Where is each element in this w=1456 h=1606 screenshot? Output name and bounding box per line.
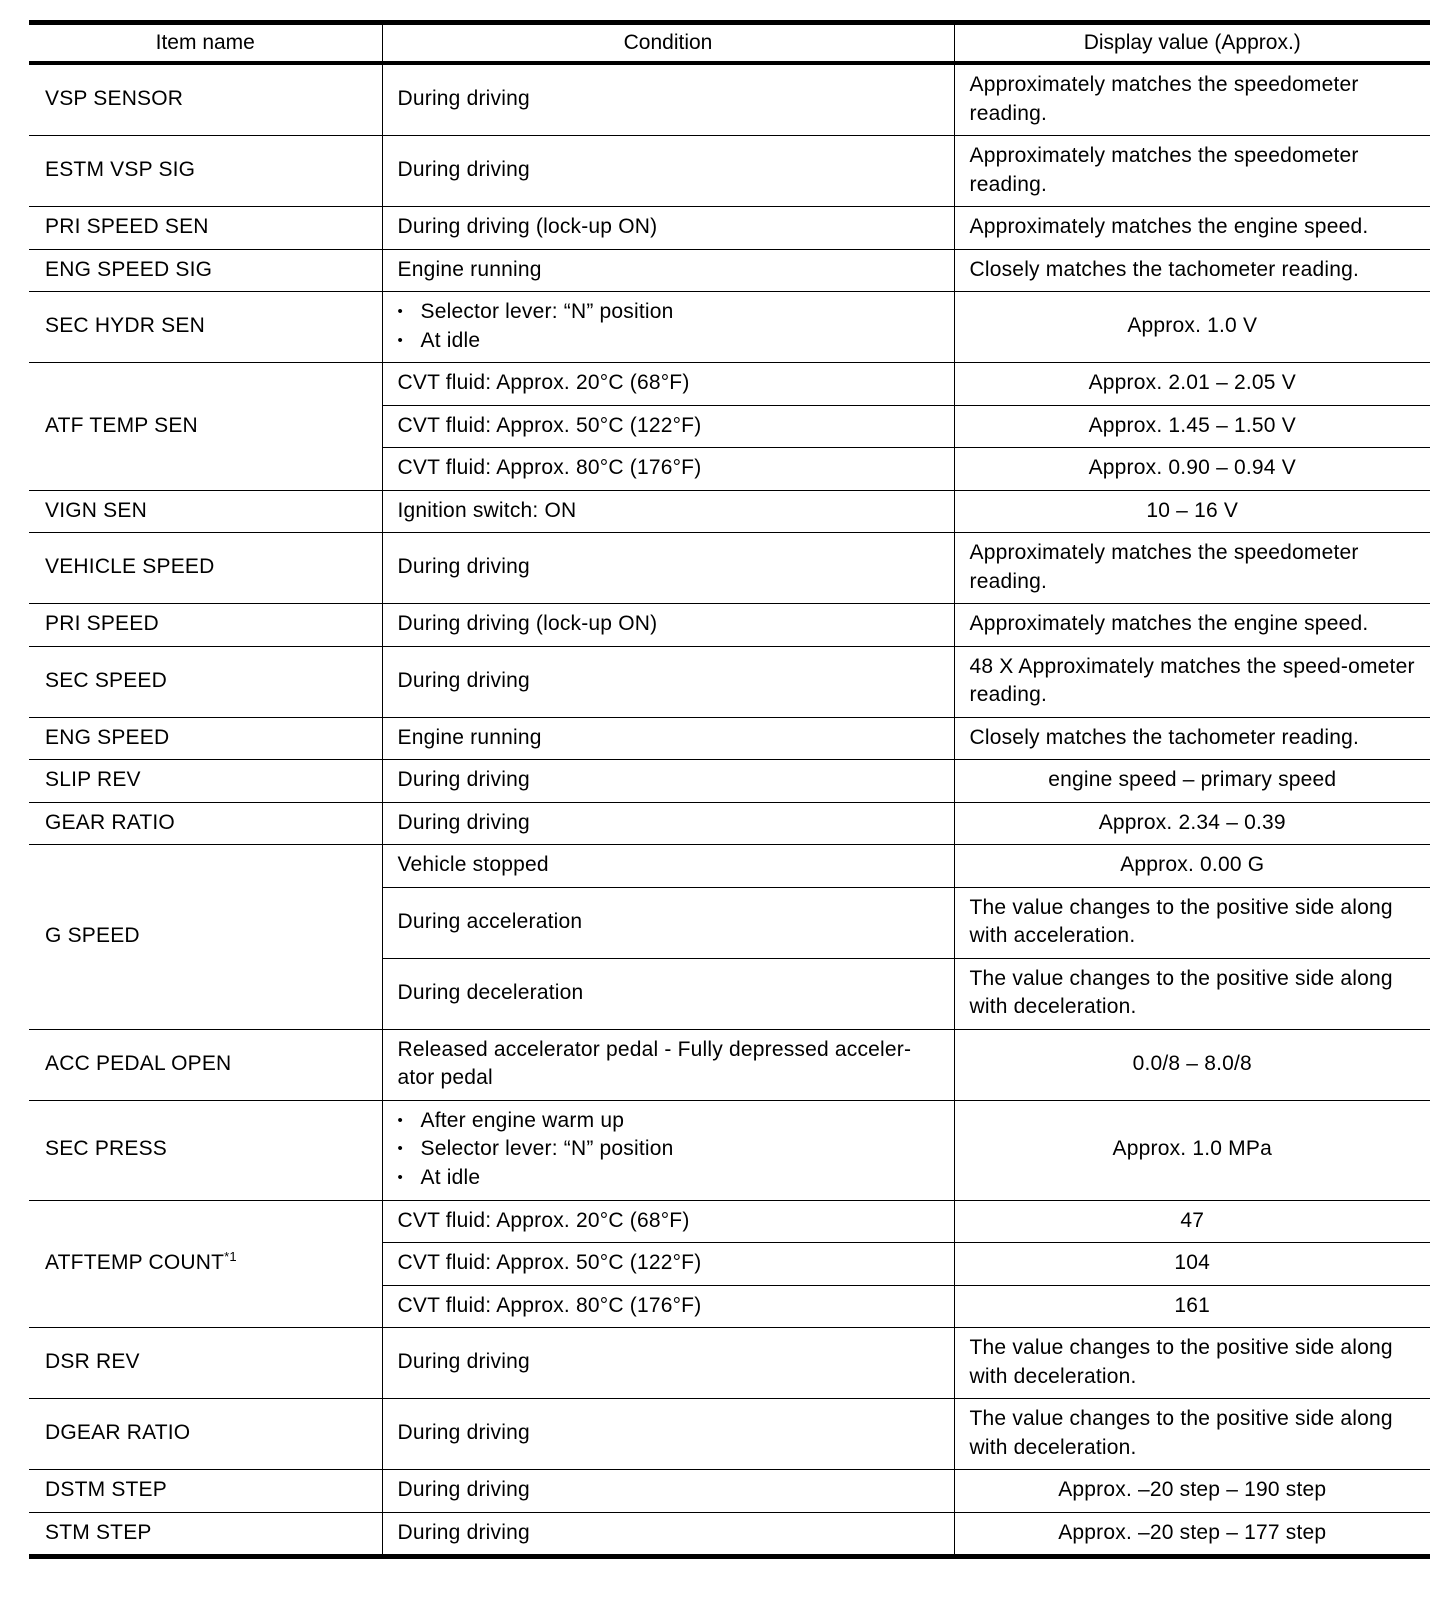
page <box>29 20 1430 1559</box>
table-row <box>29 1100 1430 1200</box>
header-condition: Condition <box>382 23 954 64</box>
display-value-cell: 10 – 16 V <box>954 490 1430 533</box>
condition-bullet-list <box>398 298 944 355</box>
table-row <box>29 1470 1430 1513</box>
table-row <box>29 292 1430 363</box>
item-name: ACC PEDAL OPEN <box>29 1029 382 1100</box>
condition-cell: During acceleration <box>382 887 954 958</box>
display-value-cell: Approx. 0.00 G <box>954 845 1430 888</box>
display-value-cell: Approx. 1.45 – 1.50 V <box>954 405 1430 448</box>
condition-cell: Released accelerator pedal - Fully depressed acceler-ator pedal <box>382 1029 954 1100</box>
condition-bullet-list <box>398 1107 944 1193</box>
item-name: ATF TEMP SEN <box>29 363 382 491</box>
condition-cell: Ignition switch: ON <box>382 490 954 533</box>
display-value-cell: Approximately matches the speedometer reading. <box>954 533 1430 604</box>
table-row <box>29 646 1430 717</box>
header-display-value: Display value (Approx.) <box>954 23 1430 64</box>
display-value-cell: 47 <box>954 1200 1430 1243</box>
display-value-cell: 104 <box>954 1243 1430 1286</box>
condition-cell: During driving <box>382 802 954 845</box>
condition-cell: Vehicle stopped <box>382 845 954 888</box>
condition-cell: CVT fluid: Approx. 80°C (176°F) <box>382 448 954 491</box>
condition-bullet: • After engine warm up <box>398 1107 944 1136</box>
table-row <box>29 1328 1430 1399</box>
table-row <box>29 63 1430 136</box>
condition-cell: Engine running <box>382 249 954 292</box>
display-value-cell: The value changes to the positive side along with deceleration. <box>954 1328 1430 1399</box>
table-row <box>29 760 1430 803</box>
table-row <box>29 1512 1430 1557</box>
condition-cell <box>382 292 954 363</box>
item-name: SEC PRESS <box>29 1100 382 1200</box>
condition-cell: CVT fluid: Approx. 80°C (176°F) <box>382 1285 954 1328</box>
condition-cell: During deceleration <box>382 958 954 1029</box>
item-name: ENG SPEED SIG <box>29 249 382 292</box>
item-name: VEHICLE SPEED <box>29 533 382 604</box>
display-value-cell: 161 <box>954 1285 1430 1328</box>
display-value-cell: Approximately matches the engine speed. <box>954 604 1430 647</box>
table-row <box>29 717 1430 760</box>
item-name: PRI SPEED SEN <box>29 207 382 250</box>
display-value-cell: Approximately matches the engine speed. <box>954 207 1430 250</box>
condition-cell: During driving <box>382 533 954 604</box>
table-row <box>29 604 1430 647</box>
item-name: VSP SENSOR <box>29 63 382 136</box>
condition-cell: During driving <box>382 760 954 803</box>
item-name: ESTM VSP SIG <box>29 136 382 207</box>
condition-cell: During driving <box>382 646 954 717</box>
table-row <box>29 207 1430 250</box>
display-value-cell: 48 X Approximately matches the speed-ometer reading. <box>954 646 1430 717</box>
table-row <box>29 249 1430 292</box>
header-row <box>29 23 1430 64</box>
item-name: SEC HYDR SEN <box>29 292 382 363</box>
table-row <box>29 136 1430 207</box>
display-value-cell: Closely matches the tachometer reading. <box>954 249 1430 292</box>
condition-cell: CVT fluid: Approx. 20°C (68°F) <box>382 1200 954 1243</box>
condition-bullet: • Selector lever: “N” position <box>398 1135 944 1164</box>
item-name: DSR REV <box>29 1328 382 1399</box>
display-value-cell: Approximately matches the speedometer reading. <box>954 136 1430 207</box>
specification-table <box>29 20 1430 1559</box>
display-value-cell: engine speed – primary speed <box>954 760 1430 803</box>
table-row <box>29 1200 1430 1243</box>
display-value-cell: Approx. 2.01 – 2.05 V <box>954 363 1430 406</box>
item-name: GEAR RATIO <box>29 802 382 845</box>
item-name: DSTM STEP <box>29 1470 382 1513</box>
header-item-name: Item name <box>29 23 382 64</box>
table-row <box>29 533 1430 604</box>
condition-cell: CVT fluid: Approx. 20°C (68°F) <box>382 363 954 406</box>
item-name: SEC SPEED <box>29 646 382 717</box>
display-value-cell: The value changes to the positive side along with deceleration. <box>954 958 1430 1029</box>
table-row <box>29 1029 1430 1100</box>
display-value-cell: Closely matches the tachometer reading. <box>954 717 1430 760</box>
condition-cell: During driving <box>382 1328 954 1399</box>
display-value-cell: Approximately matches the speedometer reading. <box>954 63 1430 136</box>
item-name: SLIP REV <box>29 760 382 803</box>
condition-cell: During driving (lock-up ON) <box>382 207 954 250</box>
item-name: VIGN SEN <box>29 490 382 533</box>
display-value-cell: Approx. –20 step – 190 step <box>954 1470 1430 1513</box>
display-value-cell: Approx. 0.90 – 0.94 V <box>954 448 1430 491</box>
table-row <box>29 845 1430 888</box>
condition-cell: During driving <box>382 63 954 136</box>
condition-cell: During driving <box>382 1470 954 1513</box>
table-header <box>29 23 1430 64</box>
condition-bullet: • Selector lever: “N” position <box>398 298 944 327</box>
table-row <box>29 802 1430 845</box>
condition-cell: Engine running <box>382 717 954 760</box>
display-value-cell: The value changes to the positive side along with acceleration. <box>954 887 1430 958</box>
item-name: G SPEED <box>29 845 382 1030</box>
table-row <box>29 490 1430 533</box>
item-name-cell <box>29 1200 382 1328</box>
condition-bullet: • At idle <box>398 327 944 356</box>
table-row <box>29 1399 1430 1470</box>
display-value-cell: Approx. 1.0 V <box>954 292 1430 363</box>
condition-cell <box>382 1100 954 1200</box>
condition-bullet: • At idle <box>398 1164 944 1193</box>
condition-cell: During driving <box>382 136 954 207</box>
display-value-cell: 0.0/8 – 8.0/8 <box>954 1029 1430 1100</box>
item-name: ENG SPEED <box>29 717 382 760</box>
display-value-cell: Approx. 1.0 MPa <box>954 1100 1430 1200</box>
condition-cell: CVT fluid: Approx. 50°C (122°F) <box>382 1243 954 1286</box>
item-name: DGEAR RATIO <box>29 1399 382 1470</box>
table-body <box>29 63 1430 1557</box>
table-row <box>29 363 1430 406</box>
display-value-cell: The value changes to the positive side along with deceleration. <box>954 1399 1430 1470</box>
condition-cell: During driving <box>382 1399 954 1470</box>
condition-cell: During driving <box>382 1512 954 1557</box>
display-value-cell: Approx. –20 step – 177 step <box>954 1512 1430 1557</box>
condition-cell: CVT fluid: Approx. 50°C (122°F) <box>382 405 954 448</box>
display-value-cell: Approx. 2.34 – 0.39 <box>954 802 1430 845</box>
condition-cell: During driving (lock-up ON) <box>382 604 954 647</box>
footnote-marker: *1 <box>224 1249 237 1264</box>
item-name: STM STEP <box>29 1512 382 1557</box>
item-name: PRI SPEED <box>29 604 382 647</box>
item-name: ATFTEMP COUNT <box>45 1251 225 1274</box>
